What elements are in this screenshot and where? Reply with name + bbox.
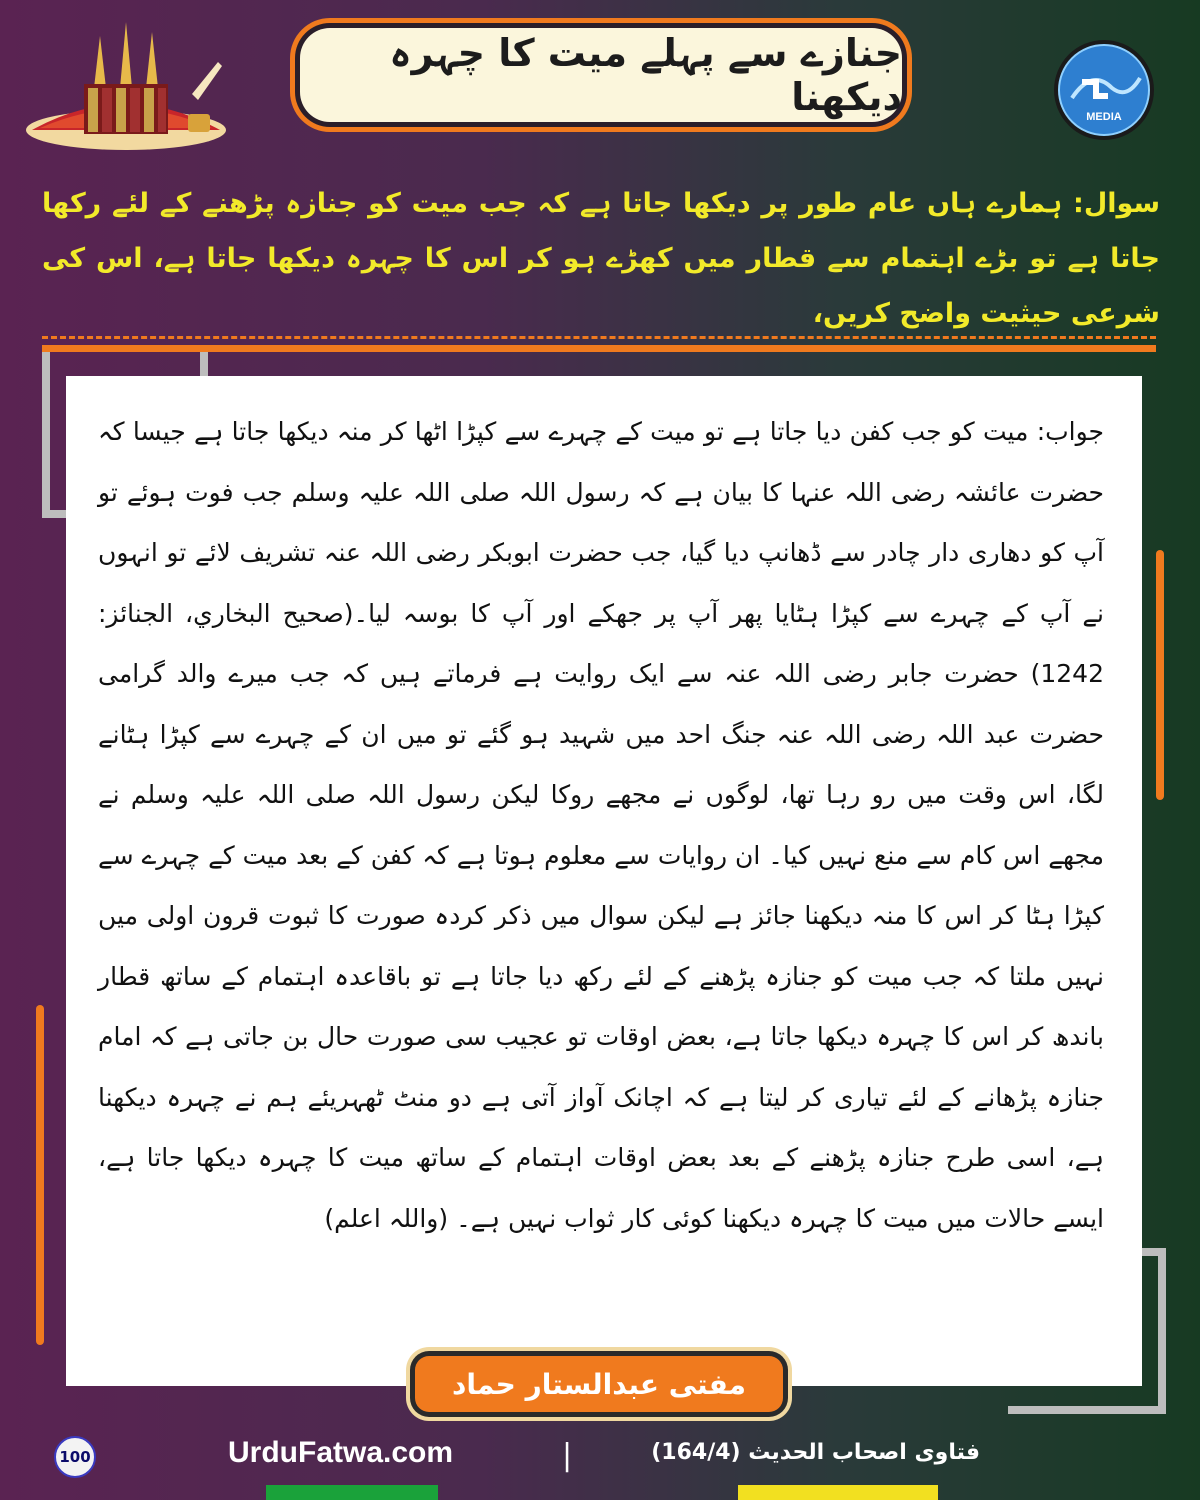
book-reference: فتاوی اصحاب الحدیث (164/4) (651, 1440, 980, 1465)
author-name: مفتی عبدالستار حماد (452, 1367, 746, 1401)
title-banner (300, 28, 902, 122)
media-logo-label: MEDIA (1086, 111, 1122, 123)
page-number-badge: 100 (54, 1436, 96, 1478)
media-logo-icon (1052, 38, 1156, 142)
footer-strip-green (266, 1485, 438, 1500)
books-logo-icon (22, 18, 230, 153)
dashed-divider (42, 336, 1156, 339)
author-badge (415, 1356, 783, 1412)
orange-divider (42, 345, 1156, 352)
decorative-orange-bar-right (1156, 550, 1164, 800)
answer-panel (66, 376, 1142, 1386)
question-text: سوال: ہمارے ہاں عام طور پر دیکھا جاتا ہے کہ جب میت کو جنازہ پڑھنے کے لئے رکھا جاتا ہے تو بڑے اہتمام سے قطار میں کھڑے ہو کر اس کا چہرہ دیکھا جاتا ہے، اس کی شرعی حیثیت واضح کریں، (42, 188, 1160, 329)
answer-text: جواب: میت کو جب کفن دیا جاتا ہے تو میت کے چہرے سے کپڑا اٹھا کر منہ دیکھا جاتا ہے جیسا کہ حضرت عائشہ رضی اللہ عنہا کا بیان ہے کہ رسول اللہ صلی اللہ علیہ وسلم جب فوت ہوئے تو آپ کو دھاری دار چادر سے ڈھانپ دیا گیا، جب حضرت ابوبکر رضی اللہ عنہ تشریف لائے تو انہوں نے آپ کے چہرے سے کپڑا ہٹایا پھر آپ پر جھکے اور آپ کا بوسہ لیا۔(صحيح البخاري، الجنائز: 1242) حضرت جابر رضی اللہ عنہ سے ایک روایت ہے فرماتے ہیں کہ جب میرے والد گرامی حضرت عبد اللہ رضی اللہ عنہ جنگ احد میں شہید ہو گئے تو میں ان کے چہرے سے کپڑا ہٹانے لگا، اس وقت میں رو رہا تھا، لوگوں نے مجھے روکا لیکن رسول اللہ صلی اللہ علیہ وسلم نے مجھے اس کام سے منع نہیں کیا۔ ان روایات سے معلوم ہوتا ہے کہ کفن کے بعد میت کے چہرے سے کپڑا ہٹا کر اس کا منہ دیکھنا جائز ہے لیکن سوال میں ذکر کردہ صورت کا ثبوت قرون اولی میں نہیں ملتا کہ جب میت کو جنازہ پڑھنے کے لئے رکھ دیا جاتا ہے تو باقاعدہ اہتمام کے ساتھ قطار باندھ کر اس کا چہرہ دیکھا جاتا ہے، بعض اوقات تو عجیب سی صورت حال بن جاتی ہے کہ امام جنازہ پڑھانے کے لئے تیاری کر لیتا ہے کہ اچانک آواز آتی ہے دو منٹ ٹھہریئے ہم نے چہرہ دیکھنا ہے، اسی طرح جنازہ پڑھنے کے بعد بعض اوقات اہتمام کے ساتھ میت کا چہرہ دیکھا جاتا ہے، ایسے حالات میں میت کا چہرہ دیکھنا کوئی کار ثواب نہیں ہے۔ (واللہ اعلم) (98, 417, 1104, 1233)
page-title: جنازے سے پہلے میت کا چہرہ دیکھنا (389, 31, 902, 119)
decorative-orange-bar-left (36, 1005, 44, 1345)
website-link[interactable]: UrduFatwa.com (228, 1436, 454, 1469)
footer-strip-yellow (738, 1485, 938, 1500)
footer-separator: | (562, 1438, 573, 1473)
